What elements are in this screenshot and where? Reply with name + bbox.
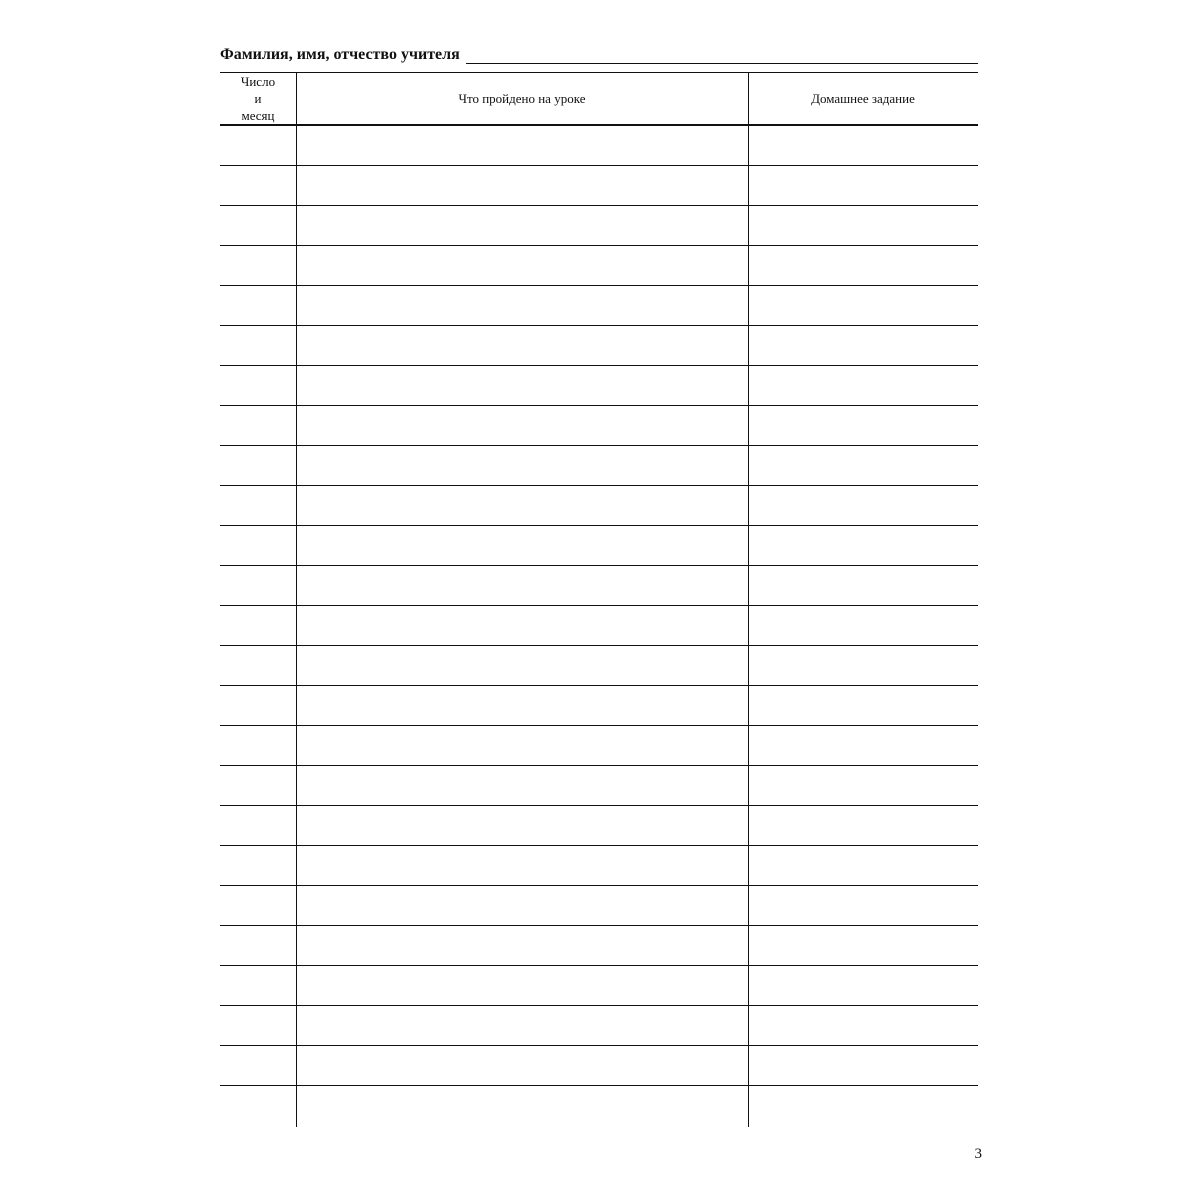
column-header-lesson-content: Что пройдено на уроке xyxy=(458,91,586,106)
teacher-name-line xyxy=(220,42,978,64)
table-row[interactable] xyxy=(220,526,978,566)
table-row[interactable] xyxy=(220,206,978,246)
table-row[interactable] xyxy=(220,166,978,206)
page-number: 3 xyxy=(974,1146,982,1162)
table-row[interactable] xyxy=(220,926,978,966)
table-row[interactable] xyxy=(220,846,978,886)
table-row[interactable] xyxy=(220,1086,978,1126)
column-header-homework: Домашнее задание xyxy=(811,91,915,106)
table-row[interactable] xyxy=(220,766,978,806)
table-row[interactable] xyxy=(220,566,978,606)
table-row[interactable] xyxy=(220,246,978,286)
column-header-date-line-2: и xyxy=(254,91,262,106)
table-header xyxy=(220,72,978,126)
table-row[interactable] xyxy=(220,966,978,1006)
table-row[interactable] xyxy=(220,606,978,646)
table-row[interactable] xyxy=(220,1006,978,1046)
table-row[interactable] xyxy=(220,646,978,686)
teacher-name-label: Фамилия, имя, отчество учителя xyxy=(220,46,460,63)
table-row[interactable] xyxy=(220,366,978,406)
table-row[interactable] xyxy=(220,686,978,726)
table-row[interactable] xyxy=(220,446,978,486)
table-row[interactable] xyxy=(220,406,978,446)
lesson-journal-table xyxy=(220,72,978,1127)
column-header-date-line-3: месяц xyxy=(241,108,275,123)
table-row[interactable] xyxy=(220,1046,978,1086)
table-row[interactable] xyxy=(220,486,978,526)
table-body xyxy=(220,126,978,1126)
column-header-date xyxy=(220,73,296,124)
column-header-date-line-1: Число xyxy=(240,74,276,89)
table-row[interactable] xyxy=(220,806,978,846)
teacher-name-field[interactable] xyxy=(466,45,978,64)
table-row[interactable] xyxy=(220,326,978,366)
table-row[interactable] xyxy=(220,126,978,166)
table-row[interactable] xyxy=(220,726,978,766)
table-row[interactable] xyxy=(220,286,978,326)
table-row[interactable] xyxy=(220,886,978,926)
